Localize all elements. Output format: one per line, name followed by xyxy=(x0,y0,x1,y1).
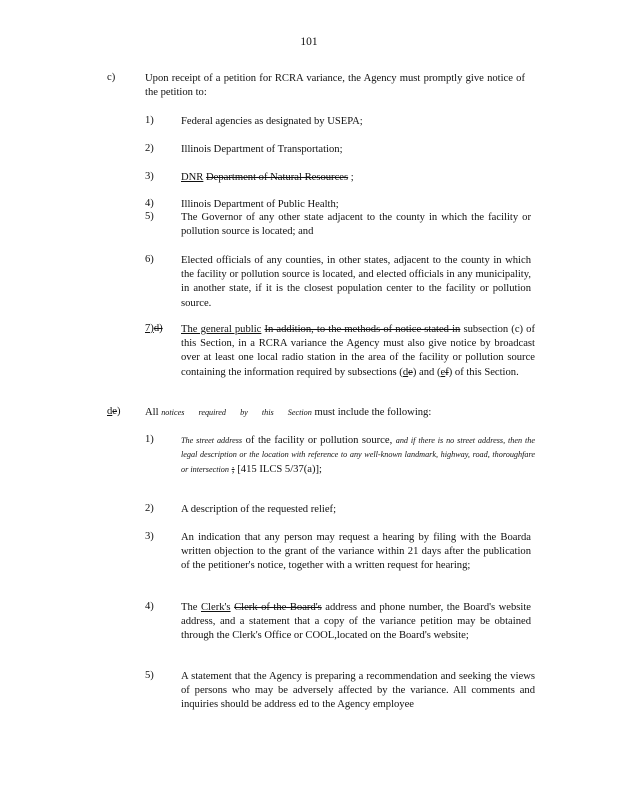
section-d-label xyxy=(107,406,137,417)
item-c1-text: Federal agencies as designated by USEPA; xyxy=(181,116,363,127)
intro-tail: must include the following: xyxy=(314,407,432,418)
item-c2-number: 2) xyxy=(145,143,154,154)
inserted-letter: d xyxy=(402,366,409,378)
inserted-letter: e xyxy=(440,366,446,378)
item-c7-number xyxy=(145,323,175,334)
item-d1-body: of the facility or pollution source, xyxy=(245,435,393,446)
item-c3-text xyxy=(181,171,531,185)
item-c6-number: 6) xyxy=(145,254,154,265)
item-c1-number: 1) xyxy=(145,115,154,126)
section-d-label-old: e xyxy=(112,406,117,417)
deleted-letter: f xyxy=(445,366,449,378)
item-c3-tail: ; xyxy=(350,172,354,183)
item-c2-text: Illinois Department of Transportation; xyxy=(181,144,343,155)
item-d1-italic-2: and if there is no street address, then the legal description or the location with reference to any well-known landmark, highway, road, thoroughfare or intersection xyxy=(181,436,536,474)
deleted-letter: e xyxy=(408,366,413,378)
item-d1-text xyxy=(181,434,535,477)
item-d4-number: 4) xyxy=(145,601,154,612)
item-c4-number: 4) xyxy=(145,198,154,209)
section-c-intro: Upon receipt of a petition for RCRA variance, the Agency must promptly give notice of the petition to: xyxy=(145,73,525,99)
item-d1-italic-1: The street address xyxy=(181,436,243,445)
inserted-text: DNR xyxy=(181,172,204,183)
item-c5-number: 5) xyxy=(145,211,154,222)
item-c4-text: Illinois Department of Public Health; xyxy=(181,199,339,210)
page-number: 101 xyxy=(300,36,318,48)
item-c7-text xyxy=(181,323,535,380)
section-d-label-new: d xyxy=(107,406,113,417)
item-d2-number: 2) xyxy=(145,503,154,514)
item-d3-number: 3) xyxy=(145,531,154,542)
deleted-text: Clerk of the Board's xyxy=(234,602,322,613)
item-d3-text: An indication that any person may request a hearing by filing with the Boarda written objection to the grant of the variance within 21 days after the publication of the petitioner's notice, together with a written request for hearing; xyxy=(181,532,531,572)
intro-lead: All xyxy=(145,407,159,418)
item-d4-text xyxy=(181,601,531,644)
section-d-label-paren: ) xyxy=(117,406,121,417)
item-d5-number: 5) xyxy=(145,670,154,681)
deleted-text: In addition, to the methods of notice stated in xyxy=(264,324,461,335)
item-c7-mid: ) and ( xyxy=(412,366,441,378)
inserted-text: Clerk's xyxy=(200,602,231,613)
item-c7-body: subsection (c) of this Section, in a RCRA variance the Agency must also give notice by broadcast over at least one local radio station in the area of the facility or pollution source containing the information required by subsections ( xyxy=(181,324,536,378)
item-c3-number: 3) xyxy=(145,171,154,182)
statute-citation: [415 ILCS 5/37(a)]; xyxy=(237,463,322,475)
item-d1-number: 1) xyxy=(145,434,154,445)
item-c5-text: The Governor of any other state adjacent to the county in which the facility or pollution source is located; and xyxy=(181,212,531,238)
item-c7-end: ) of this Section. xyxy=(448,366,519,378)
item-d4-body: address and phone number, the Board's website address, and a statement that a copy of the variance petition may be obtained through the Clerk's Office or COOL,located on the Board's website; xyxy=(181,602,532,642)
deleted-text: ; xyxy=(231,463,235,475)
inserted-text: The general public xyxy=(181,324,262,335)
item-c7-number-old: d) xyxy=(153,323,163,334)
intro-italic: notices required by this Section xyxy=(161,408,312,417)
deleted-text: Department of Natural Resources xyxy=(206,172,349,183)
item-d4-lead: The xyxy=(181,602,198,613)
item-d5-text: A statement that the Agency is preparing a recommendation and seeking the views of persons who may be adversely affected by the variance. All comments and inquiries should be address ed to the Agency employee xyxy=(181,671,535,711)
section-c-label: c) xyxy=(107,72,116,83)
item-c6-text: Elected officials of any counties, in other states, adjacent to the county in which the facility or pollution source is located, and elected officials in any municipality, in another state, if it is the closest population center to the facility or pollution source. xyxy=(181,255,531,309)
item-d2-text: A description of the requested relief; xyxy=(181,504,337,515)
item-c7-number-new: 7) xyxy=(145,323,154,334)
section-d-intro xyxy=(145,406,545,420)
